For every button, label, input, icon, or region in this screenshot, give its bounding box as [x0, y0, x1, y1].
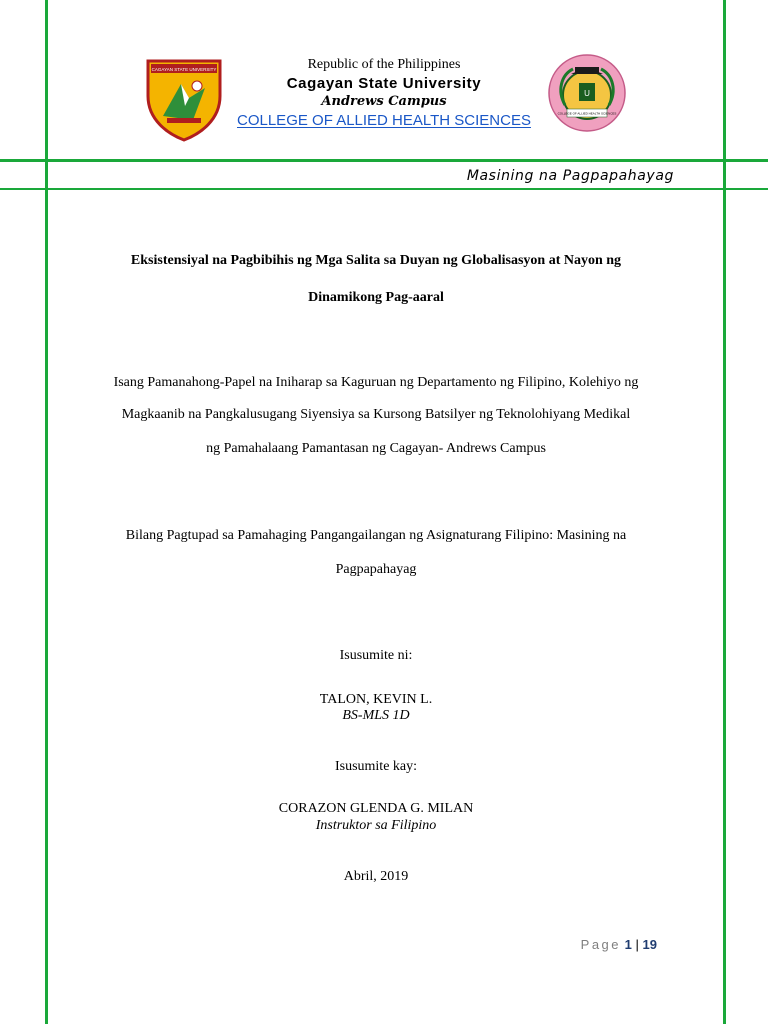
right-border-line: [723, 0, 726, 1024]
college-name: COLLEGE OF ALLIED HEALTH SCIENCES: [237, 112, 531, 129]
left-border-line: [45, 0, 48, 1024]
subject-header: Masining na Pagpapahayag: [466, 168, 674, 184]
page-word: Page: [580, 937, 622, 952]
student-section: BS-MLS 1D: [342, 708, 410, 723]
page-total: 19: [642, 937, 657, 952]
instructor-role: Instruktor sa Filipino: [315, 818, 437, 833]
campus-name: Andrews Campus: [321, 94, 447, 109]
submitted-by-label: Isusumite ni:: [339, 648, 413, 663]
page-current: 1: [624, 937, 632, 952]
header-double-line-bottom: [0, 188, 768, 190]
requirement-line-2: Pagpapahayag: [335, 562, 417, 577]
page-separator: |: [635, 937, 639, 952]
page-number: [581, 937, 657, 952]
title-line-2: Dinamikong Pag-aaral: [308, 290, 444, 305]
submitted-to-label: Isusumite kay:: [334, 759, 418, 774]
header-double-line-top: [0, 159, 768, 162]
instructor-name: CORAZON GLENDA G. MILAN: [278, 801, 474, 816]
description-line-3: ng Pamahalaang Pamantasan ng Cagayan- Andrews Campus: [206, 441, 546, 456]
description-line-2: Magkaanib na Pangkalusugang Siyensiya sa Kursong Batsilyer ng Teknolohiyang Medikal: [121, 407, 631, 422]
college-logo-text: COLLEGE OF ALLIED HEALTH SCIENCES: [557, 111, 617, 116]
requirement-line-1: Bilang Pagtupad sa Pamahaging Pangangailangan ng Asignaturang Filipino: Masining na: [125, 528, 627, 543]
student-name: TALON, KEVIN L.: [319, 692, 433, 707]
title-line-1: Eksistensiyal na Pagbibihis ng Mga Salita sa Duyan ng Globalisasyon at Nayon ng: [130, 253, 622, 268]
university-logo-text: CAGAYAN STATE UNIVERSITY: [151, 67, 217, 72]
letterhead: [200, 56, 568, 132]
republic-label: Republic of the Philippines: [307, 57, 461, 72]
svg-text:U: U: [584, 89, 590, 98]
submission-date: Abril, 2019: [343, 869, 409, 884]
university-name: Cagayan State University: [286, 75, 482, 92]
description-line-1: Isang Pamanahong-Papel na Iniharap sa Kaguruan ng Departamento ng Filipino, Kolehiyo ng: [113, 375, 639, 390]
